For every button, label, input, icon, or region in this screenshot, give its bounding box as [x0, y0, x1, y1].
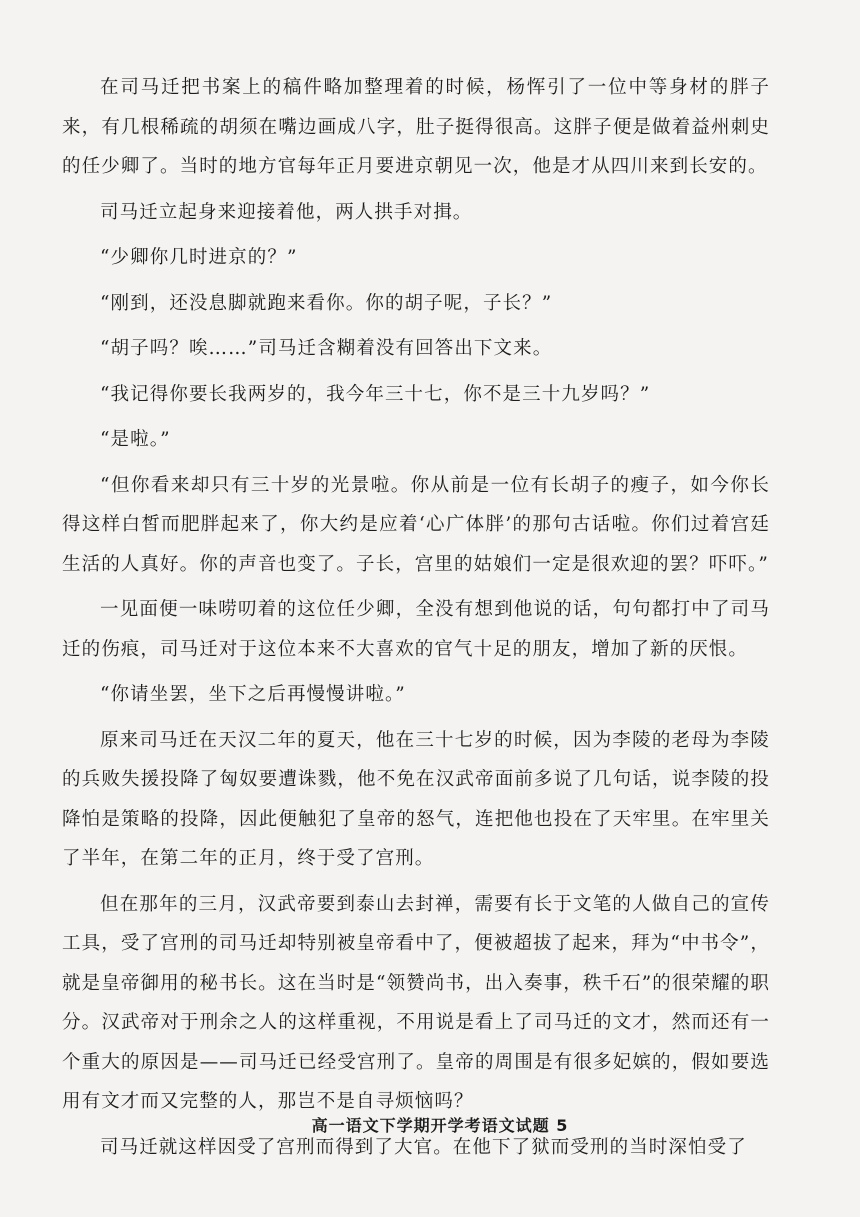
paragraph: “你请坐罢，坐下之后再慢慢讲啦。” — [100, 684, 406, 705]
paragraph: 但在那年的三月，汉武帝要到泰山去封禅，需要有长于文笔的人做自己的宣传工具，受了宫刑的司马迁却特别被皇帝看中了，便被超拔了起来，拜为“中书令”，就是皇帝御用的秘书长。这在当时是“领赞尚书，出入奏事，秩千石”的很荣耀的职分。汉武帝对于刑余之人的这样重视，不用说是看上了司马迁的文才，然而还有一个重大的原因是——司马迁已经受宫刑了。皇帝的周围是有很多妃嫔的，假如要选用有文才而又完整的人，那岂不是自寻烦恼吗？ — [62, 893, 770, 1112]
paragraph: 司马迁就这样因受了宫刑而得到了大官。在他下了狱而受刑的当时深怕受了 — [100, 1136, 747, 1158]
page-footer: 高一语文下学期开学考语文试题 5 — [311, 1116, 569, 1135]
paragraph: “我记得你要长我两岁的，我今年三十七，你不是三十九岁吗？” — [100, 383, 651, 405]
paragraph: 一见面便一味唠叨着的这位任少卿，全没有想到他说的话，句句都打中了司马迁的伤痕，司马迁对于这位本来不大喜欢的官气十足的朋友，增加了新的厌恨。 — [62, 599, 770, 660]
paragraph: “是啦。” — [100, 429, 171, 450]
paragraph: 在司马迁把书案上的稿件略加整理着的时候，杨恽引了一位中等身材的胖子来，有几根稀疏的胡须在嘴边画成八字，肚子挺得很高。这胖子便是做着益州刺史的任少卿了。当时的地方官每年正月要进京朝见一次，他是才从四川来到长安的。 — [62, 77, 770, 177]
paragraph: “但你看来却只有三十岁的光景啦。你从前是一位有长胡子的瘦子，如今你长得这样白皙而肥胖起来了，你大约是应着‘心广体胖’的那句古话啦。你们过着宫廷生活的人真好。你的声音也变了。子长，宫里的姑娘们一定是很欢迎的罢？吓吓。” — [62, 474, 770, 575]
paragraph: “刚到，还没息脚就跑来看你。你的胡子呢，子长？” — [100, 292, 553, 314]
paragraph: 司马迁立起身来迎接着他，两人拱手对揖。 — [100, 201, 473, 223]
paragraph: “胡子吗？唉……”司马迁含糊着没有回答出下文来。 — [100, 338, 553, 359]
article-body — [62, 68, 770, 1167]
paragraph: 原来司马迁在天汉二年的夏天，他在三十七岁的时候，因为李陵的老母为李陵的兵败失援投降了匈奴要遭诛戮，他不免在汉武帝面前多说了几句话，说李陵的投降怕是策略的投降，因此便触犯了皇帝的怒气，连把他也投在了天牢里。在牢里关了半年，在第二年的正月，终于受了宫刑。 — [62, 729, 770, 869]
paragraph: “少卿你几时进京的？” — [100, 247, 298, 268]
